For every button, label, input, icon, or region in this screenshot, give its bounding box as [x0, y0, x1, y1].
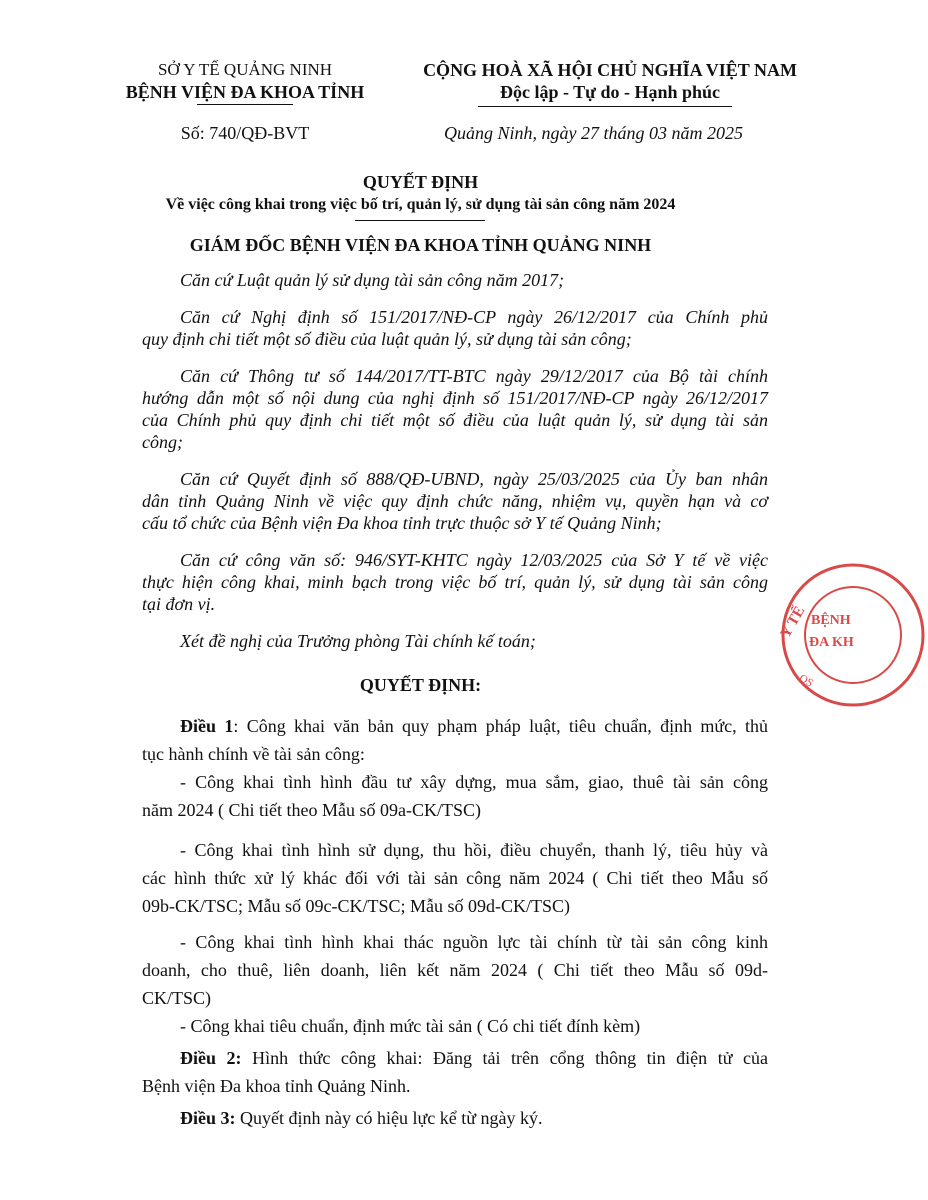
motto-underline	[478, 106, 732, 107]
basis-4: Căn cứ Quyết định số 888/QĐ-UBND, ngày 25/03/2025 của Ủy ban nhân dân tỉnh Quảng Ninh về việc quy định chức năng, nhiệm vụ, quyền hạn và cơ cấu tổ chức của Bệnh viện Đa khoa tỉnh trực thuộc sở Y tế Quảng Ninh;	[142, 469, 768, 533]
seal-inner-line-2: ĐA KH	[809, 635, 854, 650]
official-seal-stamp	[778, 560, 928, 710]
article-3-label: Điều 3:	[180, 1108, 236, 1128]
basis-2: Căn cứ Nghị định số 151/2017/NĐ-CP ngày 26/12/2017 của Chính phủ quy định chi tiết một số điều của luật quản lý, sử dụng tài sản công;	[142, 307, 768, 349]
article-1: Điều 1: Công khai văn bản quy phạm pháp luật, tiêu chuẩn, định mức, thủ tục hành chính về tài sản công:	[142, 716, 769, 764]
article-1-label: Điều 1	[180, 716, 234, 736]
basis-5: Căn cứ công văn số: 946/SYT-KHTC ngày 12/03/2025 của Sở Y tế về việc thực hiện công khai, minh bạch trong việc bố trí, quản lý, sử dụng tài sản công tại đơn vị.	[142, 550, 768, 614]
basis-6: Xét đề nghị của Trưởng phòng Tài chính kế toán;	[180, 631, 536, 651]
decision-heading: QUYẾT ĐỊNH:	[359, 675, 482, 695]
seal-ring-bottom: QS	[797, 672, 816, 690]
document-number: Số: 740/QĐ-BVT	[180, 123, 310, 143]
seal-ring-text: Y TẾ	[777, 603, 809, 641]
article-2-label: Điều 2:	[180, 1048, 242, 1068]
national-motto: Độc lập - Tự do - Hạnh phúc	[499, 82, 721, 102]
article-1-item-3: - Công khai tình hình khai thác nguồn lực tài chính từ tài sản công kinh doanh, cho thuê, liên doanh, liên kết năm 2024 ( Chi tiết theo Mẫu số 09d- CK/TSC)	[142, 932, 768, 1008]
article-2-text: Hình thức công khai: Đăng tải trên cổng thông tin điện tử của	[241, 1048, 768, 1068]
issuing-authority: GIÁM ĐỐC BỆNH VIỆN ĐA KHOA TỈNH QUẢNG NINH	[189, 235, 652, 255]
issuer-name: BỆNH VIỆN ĐA KHOA TỈNH	[125, 82, 365, 102]
article-1-item-2: - Công khai tình hình sử dụng, thu hồi, điều chuyển, thanh lý, tiêu hủy và các hình thức xử lý khác đối với tài sản công năm 2024 ( Chi tiết theo Mẫu số 09b-CK/TSC; Mẫu số 09c-CK/TSC; Mẫu số 09d-CK/TSC)	[142, 840, 768, 916]
issuer-underline	[197, 104, 293, 105]
article-1-item-1: - Công khai tình hình đầu tư xây dựng, mua sắm, giao, thuê tài sản công năm 2024 ( Chi tiết theo Mẫu số 09a-CK/TSC)	[142, 772, 768, 820]
article-3-text: Quyết định này có hiệu lực kể từ ngày ký.	[235, 1108, 543, 1128]
basis-1: Căn cứ Luật quản lý sử dụng tài sản công năm 2017;	[180, 270, 565, 290]
place-and-date: Quảng Ninh, ngày 27 tháng 03 năm 2025	[444, 123, 743, 143]
issuer-parent: SỞ Y TẾ QUẢNG NINH	[157, 60, 333, 79]
seal-inner-line-1: BỆNH	[811, 613, 851, 628]
national-title: CỘNG HOÀ XÃ HỘI CHỦ NGHĨA VIỆT NAM	[423, 60, 797, 80]
subject-underline	[355, 220, 485, 221]
article-1-text: : Công khai văn bản quy phạm pháp luật, tiêu chuẩn, định mức, thủ	[233, 716, 769, 736]
article-1-item-4: - Công khai tiêu chuẩn, định mức tài sản ( Có chi tiết đính kèm)	[180, 1016, 641, 1036]
document-subject: Về việc công khai trong việc bố trí, quản lý, sử dụng tài sản công năm 2024	[165, 196, 676, 213]
document-heading: QUYẾT ĐỊNH	[362, 172, 479, 192]
basis-3: Căn cứ Thông tư số 144/2017/TT-BTC ngày 29/12/2017 của Bộ tài chính hướng dẫn một số nội dung của nghị định số 151/2017/NĐ-CP ngày 26/12/2017 của Chính phủ quy định chi tiết một số điều của luật quản lý, sử dụng tài sản công;	[142, 366, 768, 452]
article-2: Điều 2: Hình thức công khai: Đăng tải trên cổng thông tin điện tử của Bệnh viện Đa khoa tỉnh Quảng Ninh.	[142, 1048, 768, 1096]
article-3	[142, 1104, 768, 1132]
